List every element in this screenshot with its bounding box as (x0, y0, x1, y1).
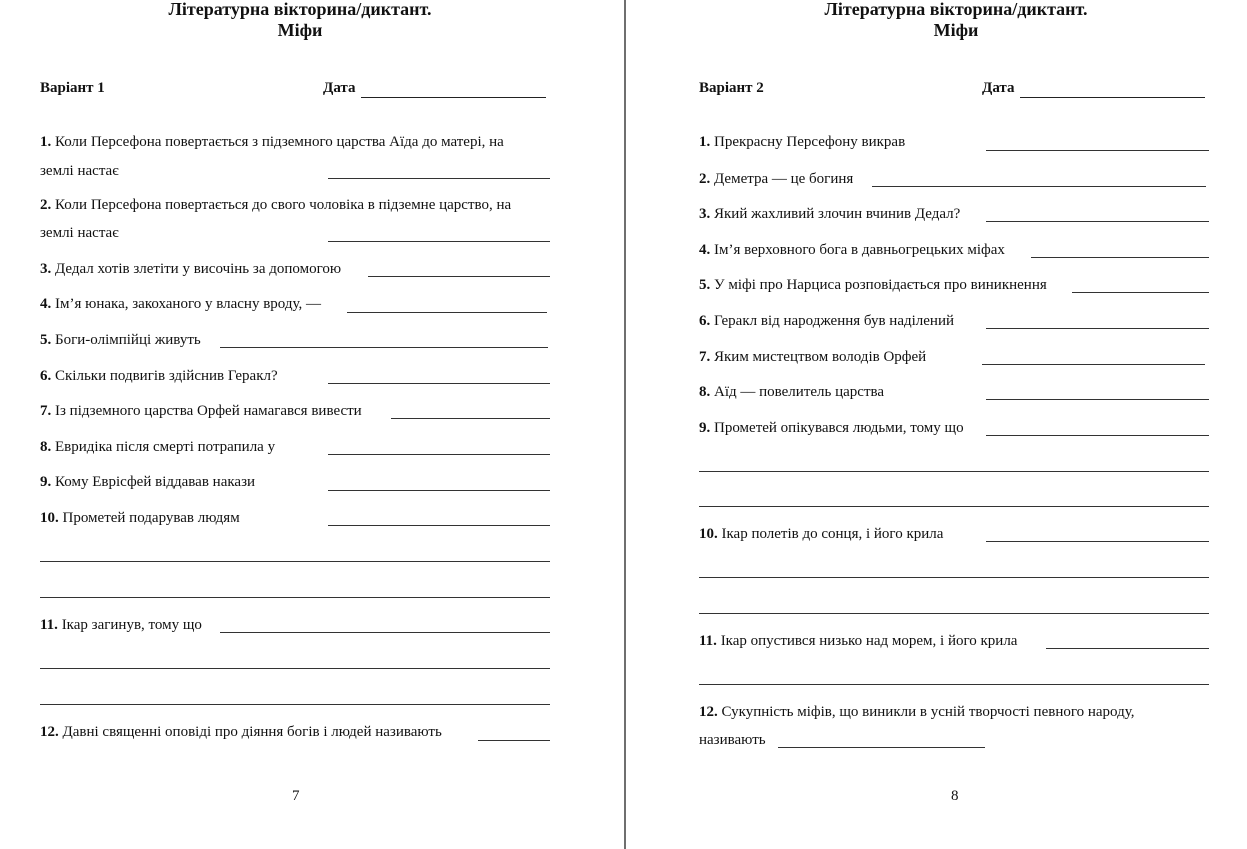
page-title: Літературна вікторина/диктант. Міфи (824, 0, 1088, 40)
answer-line-6[interactable] (986, 328, 1209, 329)
answer-line-9[interactable] (328, 490, 550, 491)
question-3: 3. Який жахливий злочин вчинив Дедал? (699, 206, 961, 222)
answer-line-9-b[interactable] (699, 471, 1209, 472)
answer-line-4[interactable] (347, 312, 547, 313)
answer-line-9[interactable] (986, 435, 1209, 436)
answer-line-11-c[interactable] (40, 704, 550, 705)
question-1-continuation: землі настає (40, 163, 119, 179)
question-7: 7. Із підземного царства Орфей намагався вивести (40, 403, 362, 419)
answer-line-6[interactable] (328, 383, 550, 384)
answer-line-1[interactable] (328, 178, 550, 179)
question-3: 3. Дедал хотів злетіти у височінь за допомогою (40, 261, 342, 277)
question-10: 10. Ікар полетів до сонця, і його крила (699, 526, 944, 542)
answer-line-8[interactable] (328, 454, 550, 455)
question-4: 4. Ім’я юнака, закоханого у власну вроду, — (40, 296, 321, 312)
answer-line-10-c[interactable] (40, 597, 550, 598)
question-6: 6. Геракл від народження був наділений (699, 313, 955, 329)
answer-line-4[interactable] (1031, 257, 1209, 258)
answer-line-11[interactable] (220, 632, 550, 633)
question-12: 12. Давні священні оповіді про діяння богів і людей називають (40, 724, 442, 740)
question-1: 1. Коли Персефона повертається з підземного царства Аїда до матері, на (40, 134, 504, 150)
question-11: 11. Ікар загинув, тому що (40, 617, 202, 633)
question-10: 10. Прометей подарував людям (40, 510, 240, 526)
page-number: 8 (951, 788, 959, 804)
answer-line-2[interactable] (872, 186, 1206, 187)
answer-line-10[interactable] (986, 541, 1209, 542)
question-8: 8. Евридіка після смерті потрапила у (40, 439, 276, 455)
date-answer-line[interactable] (361, 97, 546, 98)
question-5: 5. У міфі про Нарциса розповідається про виникнення (699, 277, 1047, 293)
answer-line-12[interactable] (478, 740, 550, 741)
answer-line-7[interactable] (982, 364, 1205, 365)
date-answer-line[interactable] (1020, 97, 1205, 98)
question-6: 6. Скільки подвигів здійснив Геракл? (40, 368, 278, 384)
answer-line-5[interactable] (1072, 292, 1209, 293)
answer-line-12[interactable] (778, 747, 985, 748)
date-label: Дата (982, 80, 1015, 96)
answer-line-11-b[interactable] (40, 668, 550, 669)
answer-line-7[interactable] (391, 418, 550, 419)
answer-line-10-c[interactable] (699, 613, 1209, 614)
answer-line-10-b[interactable] (699, 577, 1209, 578)
question-12: 12. Сукупність міфів, що виникли в усній творчості певного народу, (699, 704, 1135, 720)
answer-line-10-b[interactable] (40, 561, 550, 562)
question-12-continuation: називають (699, 732, 766, 748)
question-7: 7. Яким мистецтвом володів Орфей (699, 349, 927, 365)
question-2: 2. Деметра — це богиня (699, 171, 854, 187)
question-4: 4. Ім’я верховного бога в давньогрецьких міфах (699, 242, 1005, 258)
page-right (626, 0, 1247, 849)
question-11: 11. Ікар опустився низько над морем, і його крила (699, 633, 1018, 649)
question-2: 2. Коли Персефона повертається до свого чоловіка в підземне царство, на (40, 197, 512, 213)
answer-line-9-c[interactable] (699, 506, 1209, 507)
answer-line-2[interactable] (328, 241, 550, 242)
question-5: 5. Боги-олімпійці живуть (40, 332, 201, 348)
answer-line-3[interactable] (986, 221, 1209, 222)
answer-line-1[interactable] (986, 150, 1209, 151)
variant-label: Варіант 1 (40, 80, 105, 96)
question-8: 8. Аїд — повелитель царства (699, 384, 885, 400)
variant-label: Варіант 2 (699, 80, 764, 96)
question-9: 9. Кому Еврісфей віддавав накази (40, 474, 256, 490)
question-2-continuation: землі настає (40, 225, 119, 241)
answer-line-11-b[interactable] (699, 684, 1209, 685)
page-left (0, 0, 623, 849)
answer-line-10[interactable] (328, 525, 550, 526)
answer-line-8[interactable] (986, 399, 1209, 400)
date-label: Дата (323, 80, 356, 96)
answer-line-5[interactable] (220, 347, 548, 348)
page-title: Літературна вікторина/диктант. Міфи (168, 0, 432, 40)
question-1: 1. Прекрасну Персефону викрав (699, 134, 906, 150)
page-number: 7 (292, 788, 300, 804)
answer-line-11[interactable] (1046, 648, 1209, 649)
answer-line-3[interactable] (368, 276, 550, 277)
question-9: 9. Прометей опікувався людьми, тому що (699, 420, 964, 436)
